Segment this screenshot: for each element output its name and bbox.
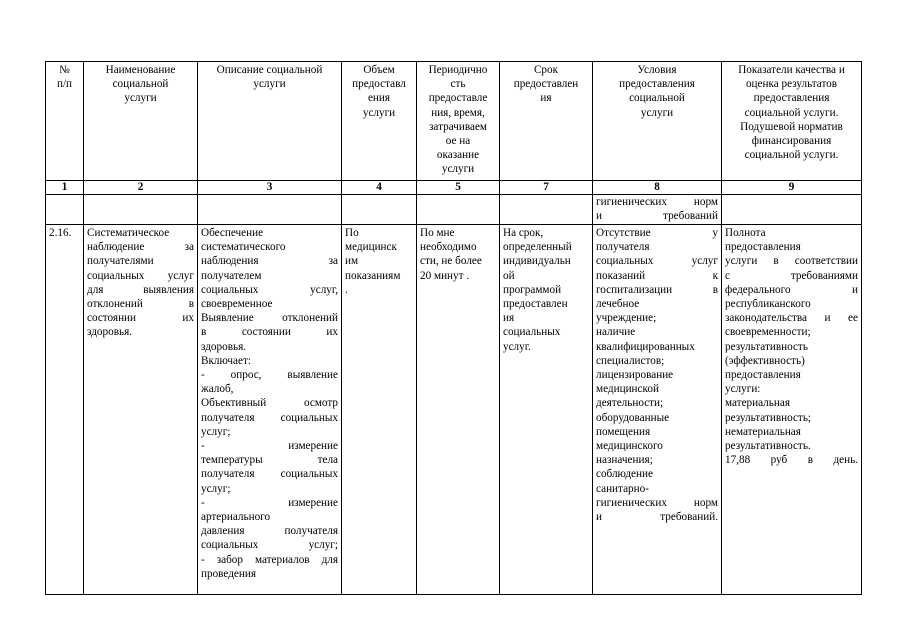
empty-cell bbox=[46, 195, 84, 225]
column-number: 2 bbox=[84, 181, 198, 195]
text-line: наблюдения за bbox=[201, 255, 338, 268]
text-line: федерального и bbox=[725, 283, 858, 296]
text-line: Выявление отклонений bbox=[201, 312, 338, 325]
text-line: законодательства и ее bbox=[725, 312, 858, 325]
column-number: 3 bbox=[198, 181, 342, 195]
text-line: п/п bbox=[56, 78, 73, 91]
text-line: наличие bbox=[596, 326, 636, 339]
text-line: ния, время, bbox=[431, 106, 485, 119]
text-line: Объем bbox=[363, 64, 395, 76]
text-line: назначения; bbox=[596, 454, 653, 467]
text-line: получателем bbox=[201, 269, 262, 282]
text-line: финансирования bbox=[751, 135, 832, 148]
text-line: социальных услуг bbox=[87, 269, 194, 282]
text-line: результативность. bbox=[725, 440, 811, 453]
text-line: 17,88 руб в день. bbox=[725, 454, 858, 467]
text-line: социальных услуг bbox=[596, 255, 718, 268]
text-line: оценка результатов bbox=[745, 78, 838, 91]
text-line: соблюдение bbox=[596, 468, 653, 481]
column-number: 8 bbox=[593, 181, 722, 195]
text-line: сть bbox=[450, 78, 466, 91]
text-line: предоставле bbox=[428, 92, 488, 105]
text-line: № bbox=[59, 64, 70, 76]
column-number: 5 bbox=[417, 181, 500, 195]
text-line: социальной услуги. bbox=[744, 106, 839, 119]
column-number: 9 bbox=[722, 181, 862, 195]
text-line: предоставлен bbox=[503, 298, 568, 311]
text-line: показаний к bbox=[596, 269, 718, 282]
text-line: отклонений в bbox=[87, 298, 194, 311]
text-line: услуг. bbox=[503, 340, 531, 353]
text-line: ия bbox=[503, 312, 515, 325]
text-line: лицензирование bbox=[596, 369, 674, 382]
column-number-row bbox=[46, 181, 862, 195]
text-line: услуги bbox=[441, 163, 475, 176]
text-line: систематического bbox=[201, 241, 286, 254]
text-line: медицинск bbox=[345, 241, 397, 254]
text-line: ения bbox=[367, 92, 391, 105]
text-line: 20 минут . bbox=[420, 269, 470, 282]
text-line: с требованиями bbox=[725, 269, 858, 282]
text-line: здоровья. bbox=[87, 326, 133, 339]
text-line: По мне bbox=[420, 227, 455, 239]
text-line: социальных услуг, bbox=[201, 283, 338, 296]
continued-conditions bbox=[593, 195, 722, 225]
text-line: предоставления bbox=[725, 369, 801, 382]
text-line: Обеспечение bbox=[201, 227, 264, 239]
text-line: гигиенических норм bbox=[596, 196, 718, 208]
text-line: программой bbox=[503, 283, 562, 296]
text-line: предоставл bbox=[352, 78, 406, 91]
text-line: услуги bbox=[253, 78, 286, 91]
text-line: предоставления bbox=[753, 92, 830, 105]
column-number: 7 bbox=[500, 181, 593, 195]
text-line: им bbox=[345, 255, 359, 268]
text-line: артериального bbox=[201, 511, 271, 524]
text-line: Описание социальной bbox=[216, 64, 323, 76]
text-line: ия bbox=[540, 92, 552, 105]
text-line: наблюдение за bbox=[87, 241, 194, 254]
text-line: учреждение; bbox=[596, 312, 657, 325]
text-line: - измерение bbox=[201, 440, 338, 453]
text-line: - забор материалов для bbox=[201, 553, 338, 566]
text-line: ой bbox=[503, 269, 515, 282]
service-periodicity bbox=[417, 225, 500, 595]
text-line: предоставлен bbox=[513, 78, 579, 91]
text-line: оказание bbox=[436, 149, 480, 162]
text-line: давления получателя bbox=[201, 525, 338, 538]
text-line: ое на bbox=[445, 135, 471, 148]
text-line: для выявления bbox=[87, 283, 194, 296]
header-cell bbox=[84, 62, 198, 181]
text-line: Систематическое bbox=[87, 227, 170, 239]
text-line: Отсутствие у bbox=[596, 227, 718, 239]
text-line: предоставления bbox=[725, 241, 801, 254]
text-line: получателя социальных bbox=[201, 411, 338, 424]
header-cell bbox=[593, 62, 722, 181]
service-row bbox=[46, 225, 862, 595]
text-line: гигиенических норм bbox=[596, 496, 718, 509]
services-table bbox=[45, 61, 862, 595]
text-line: Наименование bbox=[105, 64, 176, 76]
text-line: состоянии их bbox=[87, 312, 194, 325]
text-line: Полнота bbox=[725, 227, 766, 239]
text-line: в состоянии их bbox=[201, 326, 338, 339]
text-line: лечебное bbox=[596, 298, 640, 311]
empty-cell bbox=[722, 195, 862, 225]
text-line: По bbox=[345, 227, 359, 239]
text-line: получателя социальных bbox=[201, 468, 338, 481]
column-number: 1 bbox=[46, 181, 84, 195]
text-line: необходимо bbox=[420, 241, 477, 254]
text-line: затрачиваем bbox=[429, 120, 487, 133]
text-line: Включает: bbox=[201, 354, 251, 367]
text-line: оборудованные bbox=[596, 411, 670, 424]
text-line: Объективный осмотр bbox=[201, 397, 338, 410]
empty-cell bbox=[84, 195, 198, 225]
service-description bbox=[198, 225, 342, 595]
text-line: социальной bbox=[112, 78, 169, 91]
text-line: определенный bbox=[503, 241, 572, 254]
text-line: . bbox=[345, 283, 348, 296]
text-line: услуг; bbox=[201, 425, 231, 438]
text-line: госпитализации в bbox=[596, 283, 718, 296]
header-cell bbox=[417, 62, 500, 181]
text-line: нематериальная bbox=[725, 425, 801, 438]
text-line: - опрос, выявление bbox=[201, 369, 338, 382]
text-line: Показатели качества и bbox=[738, 64, 845, 76]
text-line: получателями bbox=[87, 255, 154, 268]
text-line: социальной bbox=[629, 92, 685, 105]
text-line: Срок bbox=[533, 64, 559, 76]
empty-cell bbox=[500, 195, 593, 225]
text-line: своевременности; bbox=[725, 326, 811, 339]
text-line: республиканского bbox=[725, 298, 811, 311]
text-line: здоровья. bbox=[201, 340, 247, 353]
text-line: помещения bbox=[596, 425, 651, 438]
continuation-row bbox=[46, 195, 862, 225]
text-line: проведения bbox=[201, 567, 256, 580]
text-line: и требований. bbox=[596, 511, 718, 524]
text-line: квалифицированных bbox=[596, 340, 695, 353]
text-line: температуры тела bbox=[201, 454, 338, 467]
text-line: Подушевой норматив bbox=[740, 120, 843, 133]
service-conditions bbox=[593, 225, 722, 595]
header-row bbox=[46, 62, 862, 181]
service-quality bbox=[722, 225, 862, 595]
text-line: специалистов; bbox=[596, 354, 665, 367]
text-line: услуги: bbox=[725, 383, 761, 396]
text-line: и требований bbox=[596, 210, 718, 223]
text-line: социальной услуги. bbox=[744, 149, 839, 162]
header-cell bbox=[722, 62, 862, 181]
column-number: 4 bbox=[342, 181, 417, 195]
text-line: услуги bbox=[362, 106, 396, 119]
row-number: 2.16. bbox=[46, 225, 84, 595]
text-line: Периодично bbox=[428, 64, 488, 76]
header-cell bbox=[46, 62, 84, 181]
text-line: своевременное bbox=[201, 298, 273, 311]
service-volume bbox=[342, 225, 417, 595]
text-line: услуг; bbox=[201, 482, 231, 495]
service-name bbox=[84, 225, 198, 595]
text-line: санитарно- bbox=[596, 482, 649, 495]
text-line: - измерение bbox=[201, 496, 338, 509]
text-line: показаниям bbox=[345, 269, 401, 282]
header-cell bbox=[500, 62, 593, 181]
text-line: услуги в соответствии bbox=[725, 255, 858, 268]
text-line: индивидуальн bbox=[503, 255, 571, 268]
text-line: медицинской bbox=[596, 383, 659, 396]
text-line: (эффективность) bbox=[725, 354, 805, 367]
text-line: получателя bbox=[596, 241, 650, 254]
text-line: результативность; bbox=[725, 411, 812, 424]
text-line: жалоб, bbox=[201, 383, 234, 396]
text-line: результативность bbox=[725, 340, 808, 353]
header-cell bbox=[198, 62, 342, 181]
empty-cell bbox=[198, 195, 342, 225]
text-line: материальная bbox=[725, 397, 790, 410]
text-line: услуги bbox=[640, 106, 674, 119]
text-line: медицинского bbox=[596, 440, 663, 453]
text-line: социальных bbox=[503, 326, 561, 339]
empty-cell bbox=[417, 195, 500, 225]
empty-cell bbox=[342, 195, 417, 225]
text-line: предоставления bbox=[619, 78, 695, 91]
service-term bbox=[500, 225, 593, 595]
text-line: Условия bbox=[637, 64, 677, 76]
text-line: сти, не более bbox=[420, 255, 482, 268]
text-line: деятельности; bbox=[596, 397, 664, 410]
text-line: услуги bbox=[124, 92, 157, 105]
header-cell bbox=[342, 62, 417, 181]
text-line: На срок, bbox=[503, 227, 544, 239]
text-line: социальных услуг; bbox=[201, 539, 338, 552]
